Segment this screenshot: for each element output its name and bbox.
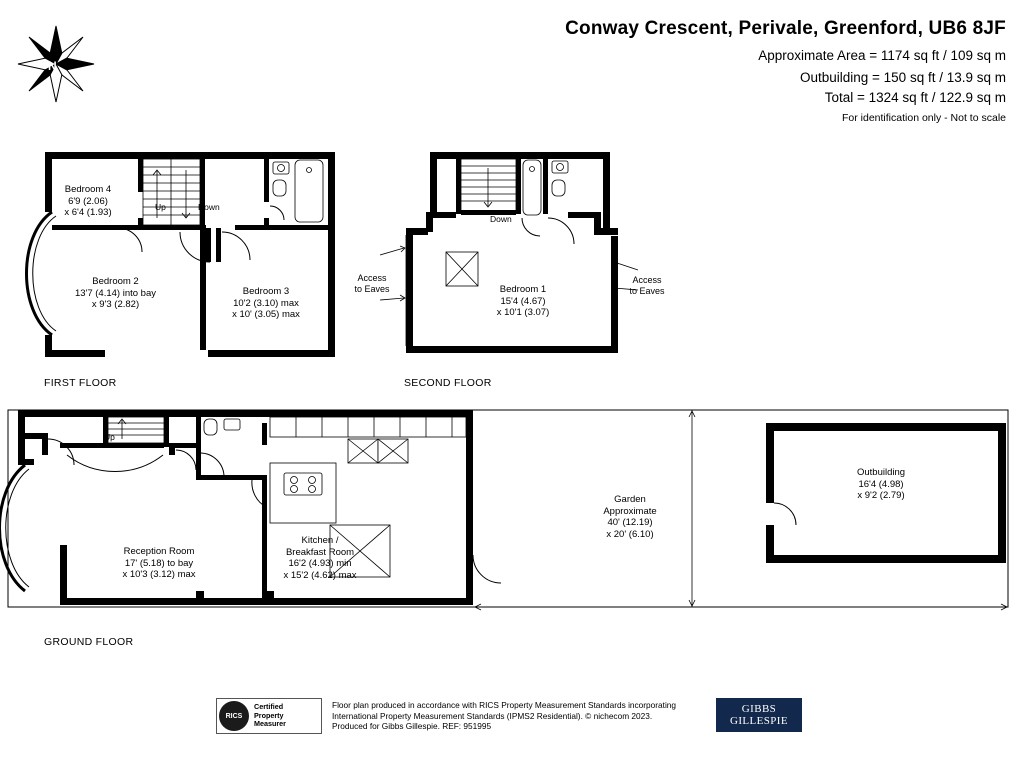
brand-line-2: GILLESPIE	[730, 715, 788, 727]
approximate-area-text: Approximate Area = 1174 sq ft / 109 sq m	[758, 48, 1006, 63]
bedroom-2-dim2: x 9'3 (2.82)	[91, 299, 140, 310]
garden-sub: Approximate	[603, 505, 657, 517]
room-bedroom-2	[48, 276, 183, 311]
footer-line-1: Floor plan produced in accordance with RICS Property Measurement Standards incorporating	[332, 700, 677, 710]
garden-dim2: x 20' (6.10)	[606, 528, 654, 540]
rics-badge-text	[254, 703, 286, 729]
rics-certified-badge	[216, 698, 322, 734]
kitchen-name: Kitchen /	[301, 535, 339, 546]
footer-disclaimer	[332, 700, 702, 732]
rics-text-line1: Certified	[254, 702, 284, 712]
room-bedroom-1	[468, 284, 578, 319]
disclaimer-text: For identification only - Not to scale	[842, 112, 1006, 124]
brand-line-1: GIBBS	[741, 702, 777, 715]
ground-floor-plan	[0, 395, 1024, 640]
kitchen-dim1: 16'2 (4.93) min	[288, 558, 352, 569]
bedroom-4-name: Bedroom 4	[64, 184, 112, 195]
bedroom-2-name: Bedroom 2	[92, 276, 139, 287]
access-eaves-left-line1: Access	[357, 273, 387, 283]
rics-text-line3: Measurer	[254, 719, 286, 729]
outbuilding-name: Outbuilding	[856, 467, 906, 478]
area-garden	[575, 494, 685, 540]
bedroom-2-dim1: 13'7 (4.14) into bay	[74, 287, 157, 299]
room-reception	[96, 546, 222, 581]
room-bedroom-4	[46, 184, 130, 219]
rics-text-line2: Property	[254, 710, 284, 720]
outbuilding-dim1: 16'4 (4.98)	[858, 478, 904, 490]
bedroom-1-name: Bedroom 1	[499, 284, 547, 295]
garden-dim1: 40' (12.19)	[607, 517, 653, 528]
total-area-text: Total = 1324 sq ft / 122.9 sq m	[824, 90, 1006, 105]
compass-rose-icon	[16, 24, 96, 104]
stairs-up-label-first: Up	[155, 202, 166, 212]
room-kitchen	[262, 535, 378, 581]
second-floor-plan	[398, 140, 648, 390]
reception-dim1: 17' (5.18) to bay	[124, 557, 194, 569]
bedroom-1-dim1: 15'4 (4.67)	[500, 295, 546, 307]
bedroom-3-name: Bedroom 3	[242, 286, 290, 297]
footer-line-3: Produced for Gibbs Gillespie. REF: 951995	[332, 721, 492, 732]
rics-seal-icon: RICS	[219, 701, 249, 731]
outbuilding-dim2: x 9'2 (2.79)	[857, 490, 905, 501]
reception-name: Reception Room	[123, 546, 195, 557]
garden-name: Garden	[614, 494, 646, 505]
access-eaves-right-line1: Access	[632, 275, 662, 285]
access-eaves-right-line2: to Eaves	[629, 286, 665, 296]
footer-line-2: International Property Measurement Standards (IPMS2 Residential). © nichecom 2023.	[332, 710, 653, 721]
first-floor-plan	[30, 140, 350, 390]
gibbs-gillespie-logo	[716, 698, 802, 732]
bedroom-1-dim2: x 10'1 (3.07)	[496, 307, 550, 318]
access-eaves-left-line2: to Eaves	[354, 284, 390, 294]
compass-north-label: N	[48, 59, 57, 73]
bedroom-3-dim1: 10'2 (3.10) max	[233, 297, 299, 309]
first-floor-label: FIRST FLOOR	[44, 377, 117, 389]
kitchen-dim2: x 15'2 (4.62) max	[283, 569, 357, 581]
access-to-eaves-right	[618, 275, 676, 297]
stairs-down-label-first: Down	[198, 202, 220, 212]
bedroom-4-dim2: x 6'4 (1.93)	[64, 207, 112, 218]
room-outbuilding	[828, 467, 934, 502]
kitchen-name2: Breakfast Room	[285, 546, 355, 558]
stairs-down-label-second: Down	[490, 214, 512, 224]
access-to-eaves-left	[343, 273, 401, 295]
bedroom-3-dim2: x 10' (3.05) max	[232, 309, 300, 320]
room-bedroom-3	[206, 286, 326, 321]
ground-floor-label: GROUND FLOOR	[44, 636, 134, 648]
outbuilding-area-text: Outbuilding = 150 sq ft / 13.9 sq m	[799, 70, 1006, 85]
bedroom-4-dim1: 6'9 (2.06)	[68, 195, 108, 207]
page-title: Conway Crescent, Perivale, Greenford, UB6 8JF	[565, 18, 1006, 39]
reception-dim2: x 10'3 (3.12) max	[122, 569, 196, 580]
stairs-up-label-ground: Up	[104, 432, 115, 442]
second-floor-label: SECOND FLOOR	[404, 377, 492, 389]
